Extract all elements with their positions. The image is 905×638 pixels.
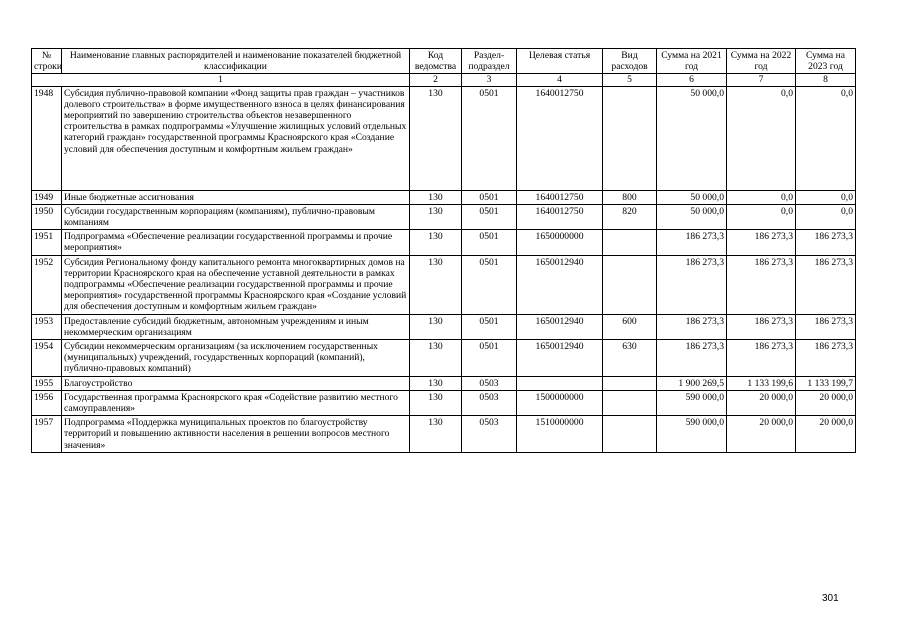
row-number: 1951 — [32, 230, 62, 255]
section-code: 0501 — [462, 86, 517, 190]
department-code: 130 — [410, 190, 462, 204]
row-number: 1954 — [32, 340, 62, 377]
sum-2023: 186 273,3 — [796, 314, 856, 339]
header-name: Наименование главных распорядителей и наименование показателей бюджетной классификации — [62, 49, 410, 74]
sum-2021: 1 900 269,5 — [657, 376, 727, 390]
column-number: 6 — [657, 74, 727, 86]
sum-2023: 186 273,3 — [796, 340, 856, 377]
column-number: 7 — [727, 74, 796, 86]
department-code: 130 — [410, 390, 462, 415]
section-code: 0501 — [462, 190, 517, 204]
expense-type: 820 — [603, 204, 657, 229]
section-code: 0501 — [462, 255, 517, 314]
sum-2021: 50 000,0 — [657, 204, 727, 229]
target-article: 1500000000 — [517, 390, 603, 415]
table-row — [32, 390, 856, 415]
target-article: 1650000000 — [517, 230, 603, 255]
row-name: Благоустройство — [62, 376, 410, 390]
sum-2023: 0,0 — [796, 190, 856, 204]
row-name: Субсидии государственным корпорациям (компаниям), публично-правовым компаниям — [62, 204, 410, 229]
sum-2022: 186 273,3 — [727, 230, 796, 255]
sum-2023: 186 273,3 — [796, 230, 856, 255]
table-row — [32, 416, 856, 453]
sum-2021: 590 000,0 — [657, 390, 727, 415]
sum-2021: 186 273,3 — [657, 230, 727, 255]
header-expense-type: Вид расходов — [603, 49, 657, 74]
sum-2021: 186 273,3 — [657, 255, 727, 314]
target-article: 1650012940 — [517, 255, 603, 314]
row-number: 1955 — [32, 376, 62, 390]
expense-type — [603, 416, 657, 453]
header-section: Раздел- подраздел — [462, 49, 517, 74]
row-name: Субсидия публично-правовой компании «Фонд защиты прав граждан – участников долевого строительства» в форме имущественного взноса в целях финансирования мероприятий по завершению строительства объектов незавершенного строительства в рамках подпрограммы «Улучшение жилищных условий отдельных категорий граждан» государственной программы Красноярского края «Создание условий для обеспечения доступным и комфортным жильем граждан» — [62, 86, 410, 190]
target-article: 1640012750 — [517, 86, 603, 190]
header-sum-2022: Сумма на 2022 год — [727, 49, 796, 74]
column-number: 5 — [603, 74, 657, 86]
section-code: 0501 — [462, 204, 517, 229]
table-row — [32, 255, 856, 314]
column-number: 3 — [462, 74, 517, 86]
table-row — [32, 376, 856, 390]
table-row — [32, 340, 856, 377]
section-code: 0503 — [462, 416, 517, 453]
row-name: Государственная программа Красноярского края «Содействие развитию местного самоуправления» — [62, 390, 410, 415]
department-code: 130 — [410, 376, 462, 390]
target-article: 1510000000 — [517, 416, 603, 453]
sum-2022: 0,0 — [727, 86, 796, 190]
sum-2022: 20 000,0 — [727, 390, 796, 415]
sum-2021: 50 000,0 — [657, 86, 727, 190]
budget-table — [31, 48, 856, 453]
sum-2023: 0,0 — [796, 86, 856, 190]
page-number: 301 — [822, 593, 839, 604]
column-number: 8 — [796, 74, 856, 86]
header-row-number: № строки — [32, 49, 62, 74]
header-sum-2023: Сумма на 2023 год — [796, 49, 856, 74]
table-row — [32, 230, 856, 255]
row-number: 1952 — [32, 255, 62, 314]
section-code: 0501 — [462, 340, 517, 377]
row-number: 1957 — [32, 416, 62, 453]
sum-2022: 186 273,3 — [727, 340, 796, 377]
target-article: 1650012940 — [517, 314, 603, 339]
row-name: Иные бюджетные ассигнования — [62, 190, 410, 204]
sum-2022: 20 000,0 — [727, 416, 796, 453]
department-code: 130 — [410, 230, 462, 255]
expense-type: 600 — [603, 314, 657, 339]
expense-type — [603, 255, 657, 314]
target-article: 1640012750 — [517, 190, 603, 204]
row-number: 1949 — [32, 190, 62, 204]
row-name: Субсидия Региональному фонду капитального ремонта многоквартирных домов на территории Красноярского края на обеспечение уставной деятельности в рамках подпрограммы «Обеспечение реализации государственной программы и прочие мероприятия» государственной программы Красноярского края «Создание условий для обеспечения доступным и комфортным жильем граждан» — [62, 255, 410, 314]
expense-type — [603, 86, 657, 190]
sum-2023: 186 273,3 — [796, 255, 856, 314]
header-target-article: Целевая статья — [517, 49, 603, 74]
header-department-code: Код ведомства — [410, 49, 462, 74]
row-number: 1953 — [32, 314, 62, 339]
column-number: 2 — [410, 74, 462, 86]
sum-2023: 0,0 — [796, 204, 856, 229]
sum-2021: 186 273,3 — [657, 314, 727, 339]
sum-2023: 1 133 199,7 — [796, 376, 856, 390]
expense-type: 800 — [603, 190, 657, 204]
table-row — [32, 86, 856, 190]
expense-type — [603, 376, 657, 390]
section-code: 0501 — [462, 314, 517, 339]
department-code: 130 — [410, 255, 462, 314]
column-number: 4 — [517, 74, 603, 86]
department-code: 130 — [410, 86, 462, 190]
sum-2023: 20 000,0 — [796, 416, 856, 453]
row-number: 1950 — [32, 204, 62, 229]
sum-2023: 20 000,0 — [796, 390, 856, 415]
header-row — [32, 49, 856, 74]
row-name: Подпрограмма «Обеспечение реализации государственной программы и прочие мероприятия» — [62, 230, 410, 255]
sum-2022: 1 133 199,6 — [727, 376, 796, 390]
row-number: 1948 — [32, 86, 62, 190]
sum-2022: 0,0 — [727, 204, 796, 229]
row-number: 1956 — [32, 390, 62, 415]
department-code: 130 — [410, 416, 462, 453]
sum-2022: 186 273,3 — [727, 314, 796, 339]
table-row — [32, 204, 856, 229]
expense-type: 630 — [603, 340, 657, 377]
row-name: Субсидии некоммерческим организациям (за исключением государственных (муниципальных) учреждений, государственных корпораций (компаний), публично-правовых компаний) — [62, 340, 410, 377]
header-sum-2021: Сумма на 2021 год — [657, 49, 727, 74]
table-row — [32, 190, 856, 204]
sum-2021: 590 000,0 — [657, 416, 727, 453]
section-code: 0503 — [462, 390, 517, 415]
target-article: 1650012940 — [517, 340, 603, 377]
row-name: Предоставление субсидий бюджетным, автономным учреждениям и иным некоммерческим организациям — [62, 314, 410, 339]
sum-2022: 186 273,3 — [727, 255, 796, 314]
column-number-row — [32, 74, 856, 86]
row-name: Подпрограмма «Поддержка муниципальных проектов по благоустройству территорий и повышению активности населения в решении вопросов местного значения» — [62, 416, 410, 453]
department-code: 130 — [410, 314, 462, 339]
sum-2021: 50 000,0 — [657, 190, 727, 204]
sum-2021: 186 273,3 — [657, 340, 727, 377]
section-code: 0503 — [462, 376, 517, 390]
section-code: 0501 — [462, 230, 517, 255]
column-number: 1 — [32, 74, 410, 86]
sum-2022: 0,0 — [727, 190, 796, 204]
table-row — [32, 314, 856, 339]
target-article: 1640012750 — [517, 204, 603, 229]
expense-type — [603, 390, 657, 415]
table-body — [32, 86, 856, 452]
expense-type — [603, 230, 657, 255]
department-code: 130 — [410, 340, 462, 377]
department-code: 130 — [410, 204, 462, 229]
target-article — [517, 376, 603, 390]
